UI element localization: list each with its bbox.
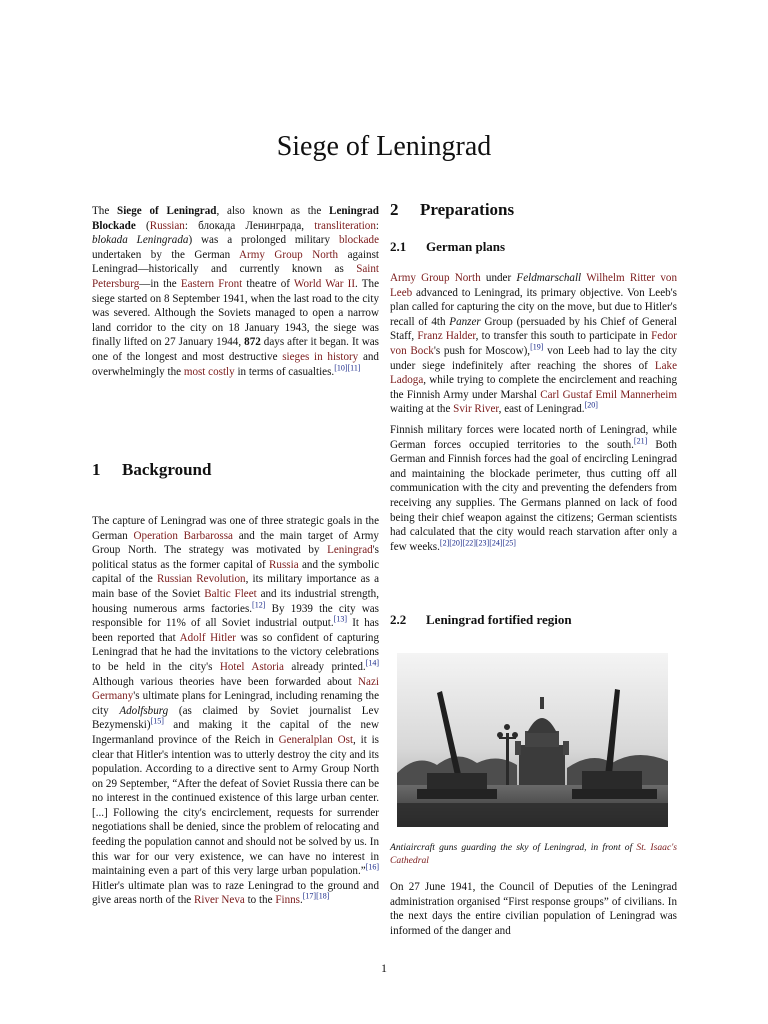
link-fedor-von-bock[interactable]: Fedor von Bock	[390, 330, 677, 357]
section-number: 1	[92, 460, 101, 479]
link-transliteration[interactable]: transliteration	[314, 219, 376, 232]
ref-2-20-25[interactable]: [2][20][22][23][24][25]	[439, 538, 516, 547]
link-saint-petersburg[interactable]: Saint Petersburg	[92, 263, 379, 290]
link-army-group-north-2[interactable]: Army Group North	[390, 272, 481, 284]
ref-12[interactable]: [12]	[252, 599, 266, 609]
link-carl-gustaf-emil-mannerheim[interactable]: Carl Gustaf Emil Mannerheim	[540, 388, 678, 401]
ref-21[interactable]: [21]	[633, 435, 648, 445]
subsection-title: German plans	[426, 239, 506, 254]
background-paragraph: The capture of Leningrad was one of three strategic goals in the German Operation Barbarossa and the main target of Army Group North. The strategy was motivated by Leningrad's political status as the former capital of Russia and the symbolic capital of the Russian Revolution, its military importance as a main base of the Soviet Baltic Fleet and its industrial strength, housing numerous arms factories.[12] By 1939 the city was responsible for 11% of all Soviet industrial output.[13] It has been reported that Adolf Hitler was so confident of capturing Leningrad that he had the invitations to the victory celebrations to be held in the city's Hotel Astoria already printed.[14] Although various theories have been forwarded about Nazi Germany's ultimate plans for Leningrad, including renaming the city Adolfsburg (as claimed by Soviet journalist Lev Bezymenski)[15] and making it the capital of the new Ingermanland province of the Reich in Generalplan Ost, it is clear that Hitler's intention was to utterly destroy the city and its population. According to a directive sent to Army Group North on 29 September, “After the defeat of Soviet Russia there can be no interest in the continued existence of this large urban center. [...] Following the city's encirclement, requests for surrender negotiations shall be denied, since the problem of relocating and feeding the population cannot and should not be solved by us. In this war for our very existence, we can have no interest in maintaining even a part of this very large urban population.”[16] Hitler's ultimate plan was to raze Leningrad to the ground and give areas north of the River Neva to the Finns.[17][18]	[92, 515, 380, 907]
subsection-heading-fortified-region	[390, 612, 572, 628]
ref-13[interactable]: [13]	[333, 614, 347, 624]
link-russian-revolution[interactable]: Russian Revolution	[156, 573, 246, 586]
link-st-isaacs-cathedral[interactable]: St. Isaac's Cathedral	[390, 842, 677, 866]
link-wilhelm-ritter-von-leeb[interactable]: Wilhelm Ritter von Leeb	[390, 272, 677, 299]
link-lake-ladoga[interactable]: Lake Ladoga	[390, 359, 677, 387]
link-hotel-astoria[interactable]: Hotel Astoria	[219, 660, 284, 673]
section-heading-preparations	[390, 200, 514, 220]
ref-19[interactable]: [19]	[530, 342, 544, 352]
link-river-neva[interactable]: River Neva	[193, 894, 245, 907]
subsection-title: Leningrad fortified region	[426, 612, 572, 627]
page-title: Siege of Leningrad	[276, 130, 492, 162]
subsection-number: 2.1	[390, 239, 407, 254]
antiaircraft-guns-photo	[397, 653, 668, 827]
ref-17-18[interactable]: [17][18]	[302, 891, 330, 901]
ref-15[interactable]: [15]	[150, 716, 164, 726]
link-finns[interactable]: Finns	[275, 894, 300, 907]
subsection-number: 2.2	[390, 612, 407, 627]
link-franz-halder[interactable]: Franz Halder	[417, 330, 476, 343]
intro-paragraph: The Siege of Leningrad, also known as the Leningrad Blockade (Russian: блокада Ленинграда, transliteration: blokada Leningrada) was a prolonged military blockade undertaken by the German Army Group North against Leningrad—historically and currently known as Saint Petersburg—in the Eastern Front theatre of World War II. The siege started on 8 September 1941, when the last road to the city was severed. Although the Soviets managed to open a narrow land corridor to the city on 18 January 1943, the siege was finally lifted on 27 January 1944, 872 days after it began. It was one of the longest and most destructive sieges in history and overwhelmingly the most costly in terms of casualties.[10][11]	[92, 205, 380, 378]
link-operation-barbarossa[interactable]: Operation Barbarossa	[133, 529, 233, 542]
ref-10-11[interactable]: [10][11]	[334, 362, 361, 372]
link-generalplan-ost[interactable]: Generalplan Ost	[278, 733, 354, 746]
link-svir-river[interactable]: Svir River	[453, 403, 499, 416]
figure-caption	[390, 841, 677, 867]
section-number: 2	[390, 200, 399, 219]
section-title: Background	[122, 460, 212, 479]
link-sieges-in-history[interactable]: sieges in history	[282, 350, 359, 363]
page-number: 1	[381, 961, 387, 975]
fortified-region-text: On 27 June 1941, the Council of Deputies of the Leningrad administration organised “First response groups” of civilians. In the next days the entire civilian population of Leningrad was informed of the danger and	[390, 881, 677, 937]
link-russian[interactable]: Russian	[149, 219, 185, 232]
subsection-heading-german-plans	[390, 239, 505, 255]
link-leningrad[interactable]: Leningrad	[327, 544, 373, 557]
link-eastern-front[interactable]: Eastern Front	[180, 277, 243, 290]
link-nazi-germany[interactable]: Nazi Germany	[92, 675, 379, 703]
link-blockade[interactable]: blockade	[338, 234, 380, 247]
link-adolf-hitler[interactable]: Adolf Hitler	[179, 631, 236, 644]
link-baltic-fleet[interactable]: Baltic Fleet	[204, 587, 257, 600]
link-most-costly[interactable]: most costly	[183, 365, 235, 378]
ref-20[interactable]: [20]	[584, 400, 598, 410]
section-heading-background	[92, 460, 211, 480]
section-title: Preparations	[420, 200, 515, 219]
link-world-war-ii[interactable]: World War II	[293, 277, 356, 290]
link-army-group-north[interactable]: Army Group North	[239, 248, 339, 261]
ref-14[interactable]: [14]	[365, 658, 379, 668]
caption-text: Antiaircraft guns guarding the sky of Leningrad, in front of	[390, 842, 633, 853]
ref-16[interactable]: [16]	[365, 862, 379, 872]
german-plans-text: Army Group North under Feldmarschall Wilhelm Ritter von Leeb advanced to Leningrad, its primary objective. Von Leeb's plan called for capturing the city on the move, but due to Hitler's recall of 4th Panzer Group (persuaded by his Chief of General Staff, Franz Halder, to transfer this south to participate in Fedor von Bock's push for Moscow),[19] von Leeb had to lay the city under siege indefinitely after reaching the shores of Lake Ladoga, while trying to complete the encirclement and reaching the Finnish Army under Marshal Carl Gustaf Emil Mannerheim waiting at the Svir River, east of Leningrad.[20] Finnish military forces were located north of Leningrad, while German forces occupied territories to the south.[21] Both German and Finnish forces had the goal of encircling Leningrad and maintaining the blockade perimeter, thus cutting off all communication with the city and preventing the defenders from receiving any supplies. The Germans planned on lack of food being their chief weapon against the citizens; German scientists had calculated that the city would reach starvation after only a few weeks.[2][20][22][23][24][25]	[390, 272, 678, 553]
link-russia[interactable]: Russia	[269, 558, 299, 571]
